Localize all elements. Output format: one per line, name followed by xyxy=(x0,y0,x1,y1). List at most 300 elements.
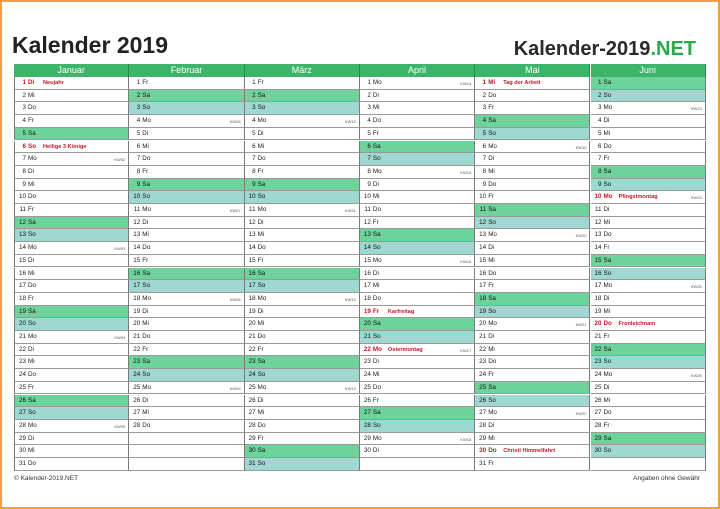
holiday-label: Heilige 3 Könige xyxy=(43,143,87,150)
day-cell xyxy=(591,255,706,268)
day-cell xyxy=(14,90,129,103)
day-cell xyxy=(591,344,706,357)
day-cell xyxy=(245,433,360,446)
day-number: 24 xyxy=(133,371,141,379)
day-cell xyxy=(360,153,475,166)
day-cell xyxy=(129,331,244,344)
day-cell xyxy=(14,217,129,230)
weekday-label: Mi xyxy=(142,409,149,417)
day-cell xyxy=(14,433,129,446)
day-cell xyxy=(591,369,706,382)
weekday-label: Mi xyxy=(28,358,35,366)
weekday-label: Fr xyxy=(603,244,610,252)
day-cell xyxy=(245,255,360,268)
weekday-label: So xyxy=(372,155,381,163)
day-number: 15 xyxy=(594,256,602,264)
day-cell xyxy=(129,90,244,103)
day-number: 5 xyxy=(252,129,256,137)
day-cell xyxy=(129,242,244,255)
weekday-label: Sa xyxy=(257,91,266,99)
day-number: 21 xyxy=(479,333,487,340)
day-number: 25 xyxy=(594,383,602,391)
weekday-label: Do xyxy=(28,104,37,112)
month-header: April xyxy=(360,64,475,77)
day-number: 6 xyxy=(367,142,371,150)
day-cell xyxy=(14,102,129,115)
week-number-label: KW04 xyxy=(114,335,126,340)
day-cell xyxy=(475,191,590,204)
day-number: 21 xyxy=(363,333,371,340)
weekday-label: Sa xyxy=(488,117,496,125)
day-cell xyxy=(475,153,590,166)
weekday-label: Sa xyxy=(372,409,381,417)
weekday-label: Do xyxy=(603,142,612,150)
day-number: 28 xyxy=(18,421,26,429)
week-number-label: KW10 xyxy=(344,119,356,125)
day-cell xyxy=(129,268,244,281)
day-number: 29 xyxy=(248,434,256,442)
day-cell xyxy=(245,102,360,115)
day-cell xyxy=(591,141,706,154)
weekday-label: Mo xyxy=(28,333,37,340)
day-number: 13 xyxy=(363,231,371,239)
weekday-label: Mo xyxy=(257,206,267,213)
day-cell xyxy=(360,166,475,179)
day-cell xyxy=(591,433,706,446)
day-cell xyxy=(245,229,360,242)
day-cell xyxy=(591,204,706,217)
day-number: 3 xyxy=(22,104,26,112)
weekday-label: Di xyxy=(28,79,35,86)
day-number: 30 xyxy=(18,447,26,455)
day-number: 17 xyxy=(363,282,371,290)
holiday-label: Pfingstmontag xyxy=(618,194,658,201)
weekday-label: Fr xyxy=(488,104,495,112)
weekday-label: Di xyxy=(603,383,610,391)
day-cell xyxy=(591,306,706,319)
day-number: 11 xyxy=(479,206,487,213)
day-number: 14 xyxy=(133,244,141,252)
day-number: 16 xyxy=(248,269,256,277)
day-cell xyxy=(14,382,129,395)
weekday-label: So xyxy=(603,358,612,366)
month-header: Juni xyxy=(591,64,706,77)
holiday-label: Fronleichnam xyxy=(618,321,656,328)
day-cell xyxy=(245,369,360,382)
day-cell xyxy=(360,102,475,115)
day-number: 20 xyxy=(479,320,487,328)
weekday-label: Mo xyxy=(142,206,152,213)
weekday-label: Do xyxy=(142,155,151,163)
day-number: 25 xyxy=(133,383,141,391)
weekday-label: Sa xyxy=(257,269,266,277)
day-number: 16 xyxy=(133,269,141,277)
day-cell xyxy=(129,191,244,204)
day-number: 16 xyxy=(594,269,602,277)
day-number: 23 xyxy=(479,358,487,366)
day-cell xyxy=(360,242,475,255)
day-number: 16 xyxy=(18,269,26,277)
day-number: 5 xyxy=(22,129,26,137)
weekday-label: Sa xyxy=(28,307,36,315)
day-cell xyxy=(14,445,129,458)
day-cell xyxy=(360,255,475,268)
weekday-label: Mi xyxy=(488,167,495,175)
day-number: 3 xyxy=(252,104,256,112)
weekday-label: Fr xyxy=(372,307,380,315)
weekday-label: Mo xyxy=(372,434,382,442)
weekday-label: Do xyxy=(28,282,37,290)
day-cell xyxy=(475,331,590,344)
day-number: 19 xyxy=(363,307,371,315)
weekday-label: Do xyxy=(257,333,266,340)
day-number: 12 xyxy=(133,218,141,226)
weekday-label: Di xyxy=(257,129,264,137)
day-cell xyxy=(245,179,360,192)
weekday-label: Fr xyxy=(257,167,264,175)
weekday-label: So xyxy=(142,193,150,201)
weekday-label: Mi xyxy=(28,447,35,455)
day-number: 11 xyxy=(19,206,26,213)
day-number: 13 xyxy=(133,231,141,239)
weekday-label: Di xyxy=(603,294,610,302)
day-cell xyxy=(475,306,590,319)
day-number: 3 xyxy=(367,104,371,112)
day-cell xyxy=(245,242,360,255)
day-cell xyxy=(475,268,590,281)
month-header: Februar xyxy=(129,64,244,77)
day-number: 30 xyxy=(248,447,256,455)
weekday-label: Fr xyxy=(488,460,495,467)
day-number: 17 xyxy=(18,282,26,290)
weekday-label: Fr xyxy=(372,129,379,137)
day-number: 19 xyxy=(248,307,256,315)
day-number: 23 xyxy=(133,358,141,366)
weekday-label: Mo xyxy=(28,421,37,429)
day-number: 26 xyxy=(18,396,26,404)
day-number: 4 xyxy=(252,117,256,125)
day-cell xyxy=(360,268,475,281)
day-number: 2 xyxy=(597,91,602,99)
day-number: 17 xyxy=(479,282,487,290)
weekday-label: Mo xyxy=(603,104,613,112)
day-cell xyxy=(129,128,244,141)
day-number: 7 xyxy=(136,155,141,163)
day-number: 25 xyxy=(248,383,256,391)
day-cell xyxy=(129,229,244,242)
weekday-label: Mi xyxy=(372,193,380,201)
day-number: 9 xyxy=(367,180,371,188)
week-number-label: KW18 xyxy=(460,436,472,442)
weekday-label: So xyxy=(257,104,266,112)
day-cell xyxy=(245,293,360,306)
weekday-label: Di xyxy=(372,91,379,99)
day-number: 12 xyxy=(363,218,371,226)
day-number: 1 xyxy=(482,79,487,86)
day-cell xyxy=(129,204,244,217)
day-number: 6 xyxy=(136,142,141,150)
day-cell xyxy=(245,268,360,281)
week-number-label: KW20 xyxy=(575,233,587,239)
day-number: 14 xyxy=(363,244,371,252)
weekday-label: Sa xyxy=(142,91,150,99)
weekday-label: Sa xyxy=(603,345,612,353)
day-cell xyxy=(591,128,706,141)
day-cell xyxy=(14,458,129,471)
day-number: 27 xyxy=(363,409,371,417)
weekday-label: Sa xyxy=(603,167,612,175)
day-number: 30 xyxy=(594,447,602,455)
day-number: 8 xyxy=(252,167,256,175)
day-cell xyxy=(129,77,244,90)
weekday-label: Fr xyxy=(603,421,610,429)
weekday-label: Do xyxy=(257,244,266,252)
day-cell xyxy=(591,115,706,128)
day-cell xyxy=(245,217,360,230)
day-cell xyxy=(14,369,129,382)
day-number: 18 xyxy=(133,294,141,302)
week-number-label: KW02 xyxy=(114,157,126,163)
empty-day-cell xyxy=(129,458,244,471)
day-number: 11 xyxy=(364,206,371,213)
weekday-label: Mi xyxy=(142,231,149,239)
day-cell xyxy=(245,153,360,166)
day-number: 2 xyxy=(136,91,141,99)
day-number: 18 xyxy=(248,294,256,302)
day-cell xyxy=(360,115,475,128)
day-cell xyxy=(129,318,244,331)
week-number-label: KW12 xyxy=(344,296,356,302)
day-cell xyxy=(475,77,590,90)
weekday-label: Mi xyxy=(603,129,611,137)
day-number: 10 xyxy=(248,193,256,201)
day-cell xyxy=(14,407,129,420)
day-cell xyxy=(475,293,590,306)
day-cell xyxy=(245,90,360,103)
day-cell xyxy=(360,293,475,306)
weekday-label: So xyxy=(488,307,496,315)
day-cell xyxy=(129,179,244,192)
day-number: 7 xyxy=(597,155,602,163)
day-number: 13 xyxy=(18,231,26,239)
weekday-label: Mo xyxy=(372,256,382,264)
weekday-label: So xyxy=(488,129,496,137)
weekday-label: So xyxy=(142,371,150,379)
weekday-label: Mi xyxy=(257,142,265,150)
weekday-label: Fr xyxy=(488,282,495,290)
day-number: 27 xyxy=(248,409,256,417)
weekday-label: So xyxy=(372,421,381,429)
weekday-label: Do xyxy=(488,358,497,366)
brand-logo xyxy=(514,38,696,61)
day-number: 20 xyxy=(594,320,602,328)
day-cell xyxy=(245,344,360,357)
day-cell xyxy=(360,229,475,242)
weekday-label: Di xyxy=(257,396,264,404)
day-cell xyxy=(591,90,706,103)
day-number: 23 xyxy=(594,358,602,366)
week-number-label: KW21 xyxy=(575,322,587,328)
day-number: 26 xyxy=(594,396,602,404)
day-cell xyxy=(129,166,244,179)
day-number: 16 xyxy=(479,269,487,277)
weekday-label: Mo xyxy=(372,167,382,175)
day-cell xyxy=(360,382,475,395)
day-number: 27 xyxy=(479,409,487,417)
weekday-label: Sa xyxy=(257,180,266,188)
day-cell xyxy=(591,102,706,115)
weekday-label: Mi xyxy=(488,79,496,86)
weekday-label: Sa xyxy=(372,142,381,150)
day-number: 19 xyxy=(18,307,26,315)
weekday-label: Mo xyxy=(488,142,497,150)
weekday-label: So xyxy=(28,409,36,417)
day-number: 28 xyxy=(133,421,141,429)
day-cell xyxy=(129,344,244,357)
day-number: 9 xyxy=(482,180,487,188)
day-number: 8 xyxy=(597,167,602,175)
day-number: 11 xyxy=(594,206,602,213)
day-number: 24 xyxy=(248,371,256,379)
day-number: 27 xyxy=(594,409,602,417)
day-number: 2 xyxy=(252,91,256,99)
weekday-label: Sa xyxy=(488,206,496,213)
day-cell xyxy=(245,445,360,458)
weekday-label: Sa xyxy=(142,358,150,366)
day-number: 15 xyxy=(133,256,141,264)
day-number: 19 xyxy=(133,307,141,315)
day-cell xyxy=(475,217,590,230)
day-number: 8 xyxy=(22,167,26,175)
day-cell xyxy=(14,280,129,293)
weekday-label: So xyxy=(603,180,612,188)
day-cell xyxy=(245,77,360,90)
weekday-label: So xyxy=(603,447,612,455)
day-number: 28 xyxy=(594,421,602,429)
day-number: 9 xyxy=(597,180,602,188)
weekday-label: So xyxy=(257,371,266,379)
day-cell xyxy=(129,293,244,306)
day-number: 8 xyxy=(136,167,141,175)
weekday-label: Sa xyxy=(257,447,266,455)
day-number: 23 xyxy=(18,358,26,366)
day-cell xyxy=(14,344,129,357)
day-cell xyxy=(360,395,475,408)
day-number: 9 xyxy=(252,180,256,188)
day-cell xyxy=(14,268,129,281)
weekday-label: Do xyxy=(488,269,497,277)
day-cell xyxy=(360,344,475,357)
weekday-label: So xyxy=(257,193,266,201)
day-cell xyxy=(245,458,360,471)
day-cell xyxy=(129,382,244,395)
footer-copyright: © Kalender-2019.NET xyxy=(14,475,79,482)
day-cell xyxy=(129,153,244,166)
day-number: 29 xyxy=(363,434,371,442)
day-number: 18 xyxy=(18,294,26,302)
weekday-label: Fr xyxy=(372,218,379,226)
day-number: 9 xyxy=(22,180,26,188)
empty-day-cell xyxy=(591,458,706,471)
day-number: 26 xyxy=(248,396,256,404)
weekday-label: Mo xyxy=(603,193,613,201)
day-cell xyxy=(245,191,360,204)
weekday-label: Di xyxy=(488,244,495,252)
weekday-label: Sa xyxy=(28,396,36,404)
weekday-label: Fr xyxy=(257,345,264,353)
week-number-label: KW05 xyxy=(114,423,126,429)
weekday-label: Mi xyxy=(603,396,611,404)
day-cell xyxy=(475,395,590,408)
day-cell xyxy=(245,115,360,128)
weekday-label: Mi xyxy=(603,218,611,226)
day-number: 12 xyxy=(18,218,26,226)
day-cell xyxy=(360,191,475,204)
day-cell xyxy=(591,153,706,166)
day-number: 25 xyxy=(363,383,371,391)
weekday-label: Do xyxy=(142,421,151,429)
month-header: Januar xyxy=(14,64,129,77)
day-cell xyxy=(475,356,590,369)
weekday-label: So xyxy=(488,218,496,226)
weekday-label: Sa xyxy=(142,269,150,277)
day-number: 14 xyxy=(18,244,26,252)
day-cell xyxy=(14,420,129,433)
day-number: 5 xyxy=(136,129,141,137)
day-cell xyxy=(245,306,360,319)
day-number: 11 xyxy=(133,206,141,213)
day-number: 18 xyxy=(479,294,487,302)
day-number: 7 xyxy=(22,155,26,163)
day-number: 15 xyxy=(248,256,256,264)
weekday-label: So xyxy=(142,104,150,112)
weekday-label: Do xyxy=(372,117,381,125)
weekday-label: Sa xyxy=(28,129,36,137)
weekday-label: Sa xyxy=(488,383,496,391)
day-number: 5 xyxy=(367,129,371,137)
weekday-label: Mi xyxy=(28,91,35,99)
week-number-label: KW25 xyxy=(690,284,702,290)
day-cell xyxy=(14,204,129,217)
weekday-label: Mi xyxy=(372,104,380,112)
day-cell xyxy=(245,382,360,395)
weekday-label: So xyxy=(372,333,381,340)
weekday-label: Mi xyxy=(488,256,495,264)
weekday-label: Di xyxy=(603,206,610,213)
day-number: 4 xyxy=(367,117,371,125)
day-cell xyxy=(360,433,475,446)
weekday-label: Mi xyxy=(603,307,611,315)
weekday-label: Di xyxy=(28,345,34,353)
day-number: 4 xyxy=(482,117,487,125)
weekday-label: Fr xyxy=(142,79,149,86)
day-number: 29 xyxy=(594,434,602,442)
week-number-label: KW22 xyxy=(575,411,587,417)
day-cell xyxy=(14,191,129,204)
weekday-label: Sa xyxy=(603,256,612,264)
day-number: 15 xyxy=(363,256,371,264)
weekday-label: Di xyxy=(142,307,149,315)
week-number-label: KW19 xyxy=(575,144,587,150)
day-cell xyxy=(591,445,706,458)
weekday-label: Fr xyxy=(28,294,34,302)
day-number: 20 xyxy=(363,320,371,328)
day-number: 10 xyxy=(479,193,487,201)
weekday-label: Mi xyxy=(257,320,265,328)
day-cell xyxy=(360,204,475,217)
weekday-label: Fr xyxy=(142,345,149,353)
weekday-label: Fr xyxy=(28,117,34,125)
